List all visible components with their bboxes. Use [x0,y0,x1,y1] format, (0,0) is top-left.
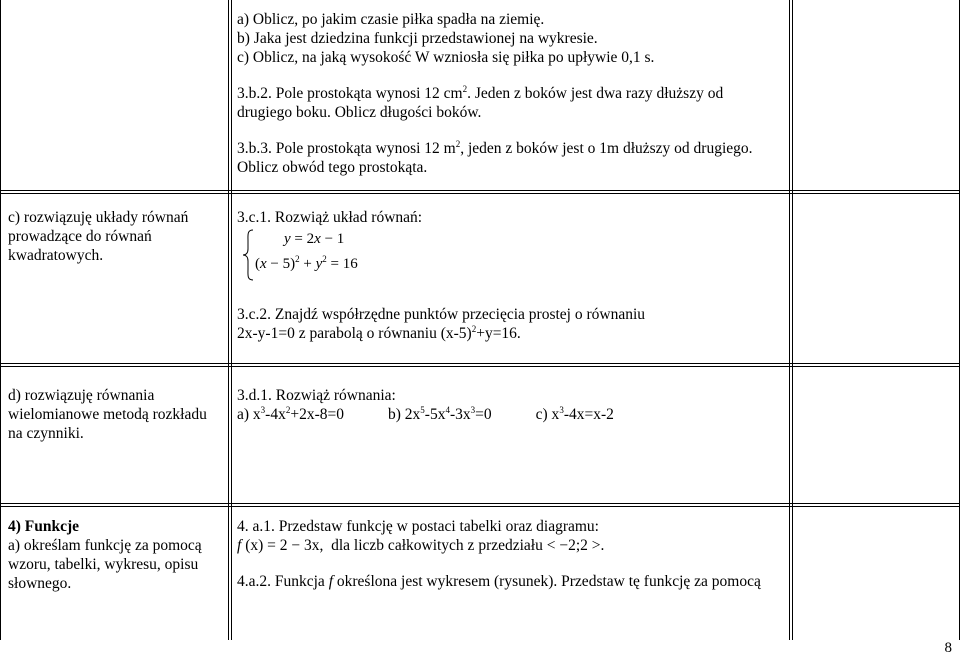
skill-4a-line3: słownego. [8,575,72,592]
page-number: 8 [944,640,952,656]
table-divider-4 [792,0,793,640]
task-3b3-line2: Oblicz obwód tego prostokąta. [237,159,428,176]
row2-right-cell [237,208,645,343]
skill-4a-line1: a) określam funkcję za pomocą [8,537,202,554]
task-3b3-line1: 3.b.3. Pole prostokąta wynosi 12 $m^2$, jeden z boków jest o 1m dłuższy od drugiego. [237,139,753,157]
equation-system [237,229,457,279]
skill-c-line1: c) rozwiązuję układy równań [8,209,189,226]
table-row-separator-2 [0,193,960,194]
table-row-separator-3 [0,363,960,364]
task-3c2-line1: 3.c.2. Znajdź współrzędne punktów przecięcia prostej o równaniu [237,306,646,323]
row4-left-cell [8,517,202,593]
task-3b2-line2: drugiego boku. Oblicz długości boków. [237,104,482,121]
equation-a: a) $x^3-4x^2+2x-8=0$ [237,405,344,423]
table-divider-2 [231,0,232,640]
skill-d-line1: d) rozwiązuję równania [8,387,155,404]
table-border-left [0,0,1,640]
task-3d1-text: 3.d.1. Rozwiąż równania: [237,387,396,404]
task-3d1-equations [237,405,614,424]
task-4a1-text: 4. a.1. Przedstaw funkcję w postaci tabelki oraz diagramu: [237,518,599,535]
equation-1: y = 2x − 1 [284,231,345,247]
table-row-separator-1 [0,190,960,191]
table-row-separator-6 [0,506,960,507]
task-3c1-text: 3.c.1. Rozwiąż układ równań: [237,209,423,226]
table-row-separator-4 [0,366,960,367]
section-title: 4) Funkcje [8,518,80,535]
skill-d-line2: wielomianowe metodą rozkładu [8,406,207,423]
row4-right-cell [237,517,761,591]
skill-4a-line2: wzoru, tabelki, wykresu, opisu [8,556,199,573]
curly-brace-icon [241,229,255,281]
skill-c-line3: kwadratowych. [8,247,104,264]
table-divider-3 [789,0,790,640]
equation-c: c) $x^3-4x=x-2$ [535,405,614,423]
task-3b2-line1: 3.b.2. Pole prostokąta wynosi 12 $cm^2$. Jeden z boków jest dwa razy dłuższy od [237,84,724,102]
equation-b: b) $2x^5-5x^4-3x^3=0$ [388,405,492,423]
task-c-text: c) Oblicz, na jaką wysokość W wzniosła się piłka po upływie 0,1 s. [237,49,655,66]
table-divider-1 [228,0,229,640]
table-row-separator-5 [0,503,960,504]
row3-right-cell [237,386,614,424]
equation-2: $(x - 5)^2 + y^2 = 16$ [255,254,358,272]
row2-left-cell [8,208,188,265]
row1-right-cell [237,10,753,177]
task-a-text: a) Oblicz, po jakim czasie piłka spadła na ziemię. [237,11,545,28]
task-3c2-line2: 2x-y-1=0 z parabolą o równaniu $(x-5)^2+y=16$. [237,324,521,342]
row3-left-cell [8,386,207,443]
skill-d-line3: na czynniki. [8,425,84,442]
task-4a1-function: f (x) = 2 − 3x, dla liczb całkowitych z przedziału < −2;2 >. [237,537,605,554]
skill-c-line2: prowadzące do równań [8,228,152,245]
task-4a2-text: 4.a.2. Funkcja f określona jest wykresem (rysunek). Przedstaw tę funkcję za pomocą [237,573,761,590]
task-b-text: b) Jaka jest dziedzina funkcji przedstawionej na wykresie. [237,30,598,47]
